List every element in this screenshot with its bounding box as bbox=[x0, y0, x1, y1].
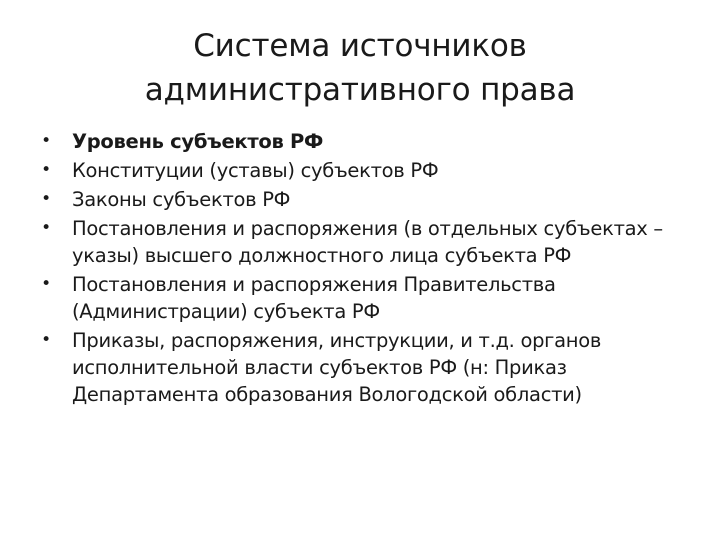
slide-title-line-1: Система источников bbox=[193, 28, 527, 64]
bullet-icon: • bbox=[41, 160, 51, 180]
bullet-icon: • bbox=[41, 189, 51, 209]
bullet-icon: • bbox=[41, 274, 51, 294]
list-item bbox=[36, 128, 686, 155]
bullet-icon: • bbox=[41, 330, 51, 350]
list-item bbox=[36, 186, 686, 213]
list-item-text: Законы субъектов РФ bbox=[72, 188, 291, 211]
bullet-icon: • bbox=[41, 218, 51, 238]
list-item-text: Постановления и распоряжения Правительства (Администрации) субъекта РФ bbox=[72, 273, 556, 323]
list-item bbox=[36, 215, 686, 269]
bullet-icon: • bbox=[41, 131, 51, 151]
list-item-text: Приказы, распоряжения, инструкции, и т.д. органов исполнительной власти субъектов РФ (н: Приказ Департамента образования Вологодской области) bbox=[72, 329, 602, 406]
list-item bbox=[36, 157, 686, 184]
slide-title bbox=[60, 24, 660, 112]
list-item-text: Постановления и распоряжения (в отдельных субъектах – указы) высшего должностного лица субъекта РФ bbox=[72, 217, 663, 267]
list-item bbox=[36, 271, 686, 325]
bullet-list bbox=[36, 128, 686, 410]
list-item-text: Конституции (уставы) субъектов РФ bbox=[72, 159, 439, 182]
slide-title-line-2: административного права bbox=[144, 72, 576, 108]
list-item-text: Уровень субъектов РФ bbox=[72, 130, 324, 153]
list-item bbox=[36, 327, 686, 408]
